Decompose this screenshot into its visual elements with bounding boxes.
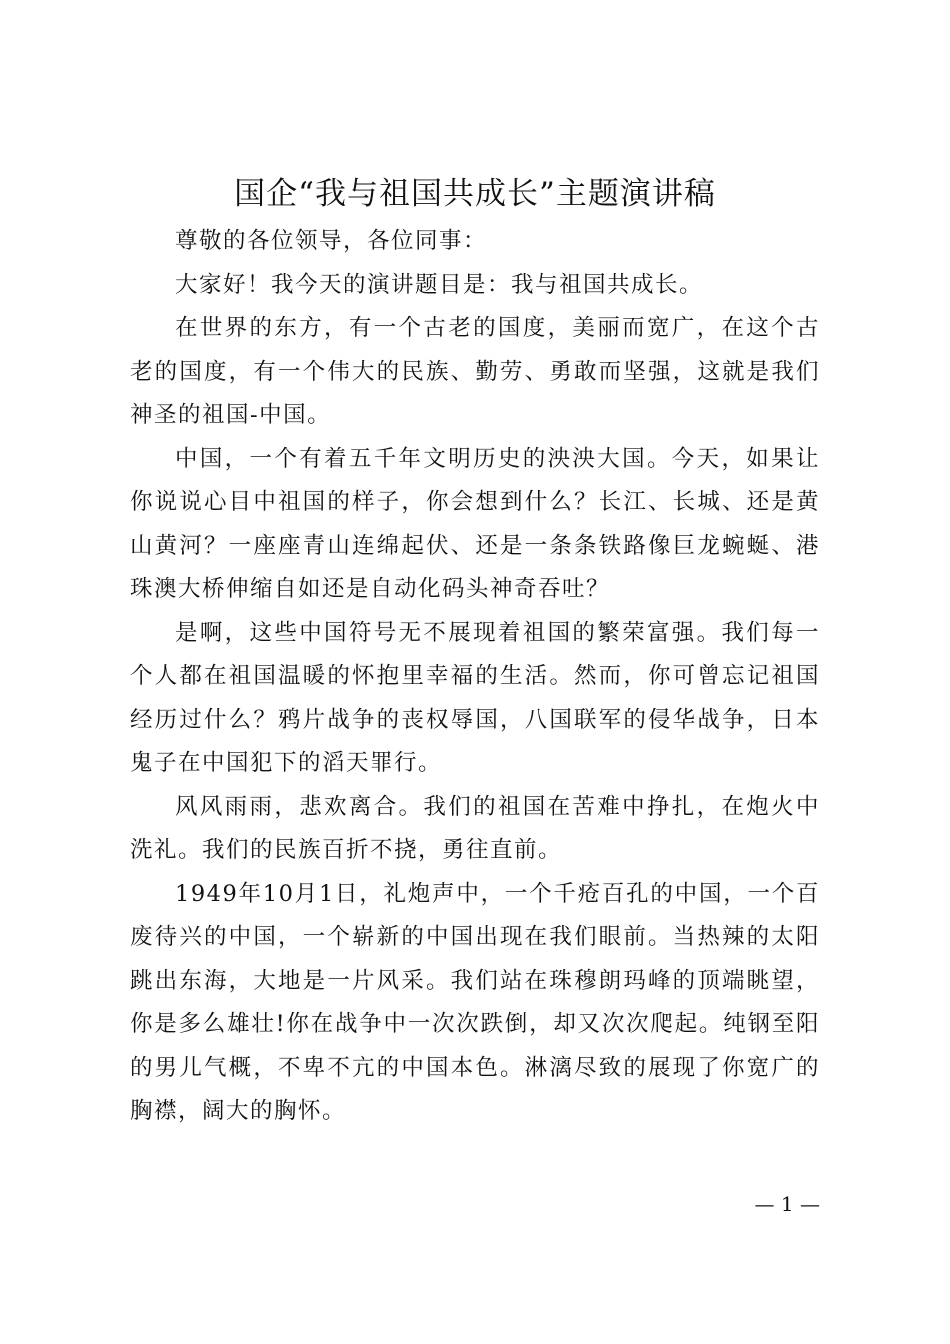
salutation-paragraph: 尊敬的各位领导，各位同事： bbox=[175, 228, 488, 254]
body-paragraph: 中国，一个有着五千年文明历史的泱泱大国。今天，如果让你说说心目中祖国的样子，你会想到什么？长江、长城、还是黄山黄河？一座座青山连绵起伏、还是一条条铁路像巨龙蜿蜒、港珠澳大桥伸缩自如还是自动化码头神奇吞吐？ bbox=[130, 445, 820, 602]
document-title: 国企“我与祖国共成长”主题演讲稿 bbox=[234, 176, 716, 212]
document-body bbox=[130, 220, 820, 1134]
body-paragraph: 在世界的东方，有一个古老的国度，美丽而宽广，在这个古老的国度，有一个伟大的民族、勤劳、勇敢而坚强，这就是我们神圣的祖国-中国。 bbox=[130, 315, 820, 428]
greeting-paragraph: 大家好！我今天的演讲题目是：我与祖国共成长。 bbox=[175, 271, 704, 298]
page-number: — 1 — bbox=[754, 1192, 820, 1216]
body-paragraph: 1949年10月1日，礼炮声中，一个千疮百孔的中国，一个百废待兴的中国，一个崭新的中国出现在我们眼前。当热辣的太阳跳出东海，大地是一片风采。我们站在珠穆朗玛峰的顶端眺望，你是多么雄壮!你在战争中一次次跌倒，却又次次爬起。纯钢至阳的男儿气概，不卑不亢的中国本色。淋漓尽致的展现了你宽广的胸襟，阔大的胸怀。 bbox=[130, 880, 820, 1124]
body-paragraph: 风风雨雨，悲欢离合。我们的祖国在苦难中挣扎，在炮火中洗礼。我们的民族百折不挠，勇往直前。 bbox=[130, 793, 820, 863]
body-paragraph: 是啊，这些中国符号无不展现着祖国的繁荣富强。我们每一个人都在祖国温暖的怀抱里幸福的生活。然而，你可曾忘记祖国经历过什么？鸦片战争的丧权辱国，八国联军的侵华战争，日本鬼子在中国犯下的滔天罪行。 bbox=[130, 619, 820, 776]
